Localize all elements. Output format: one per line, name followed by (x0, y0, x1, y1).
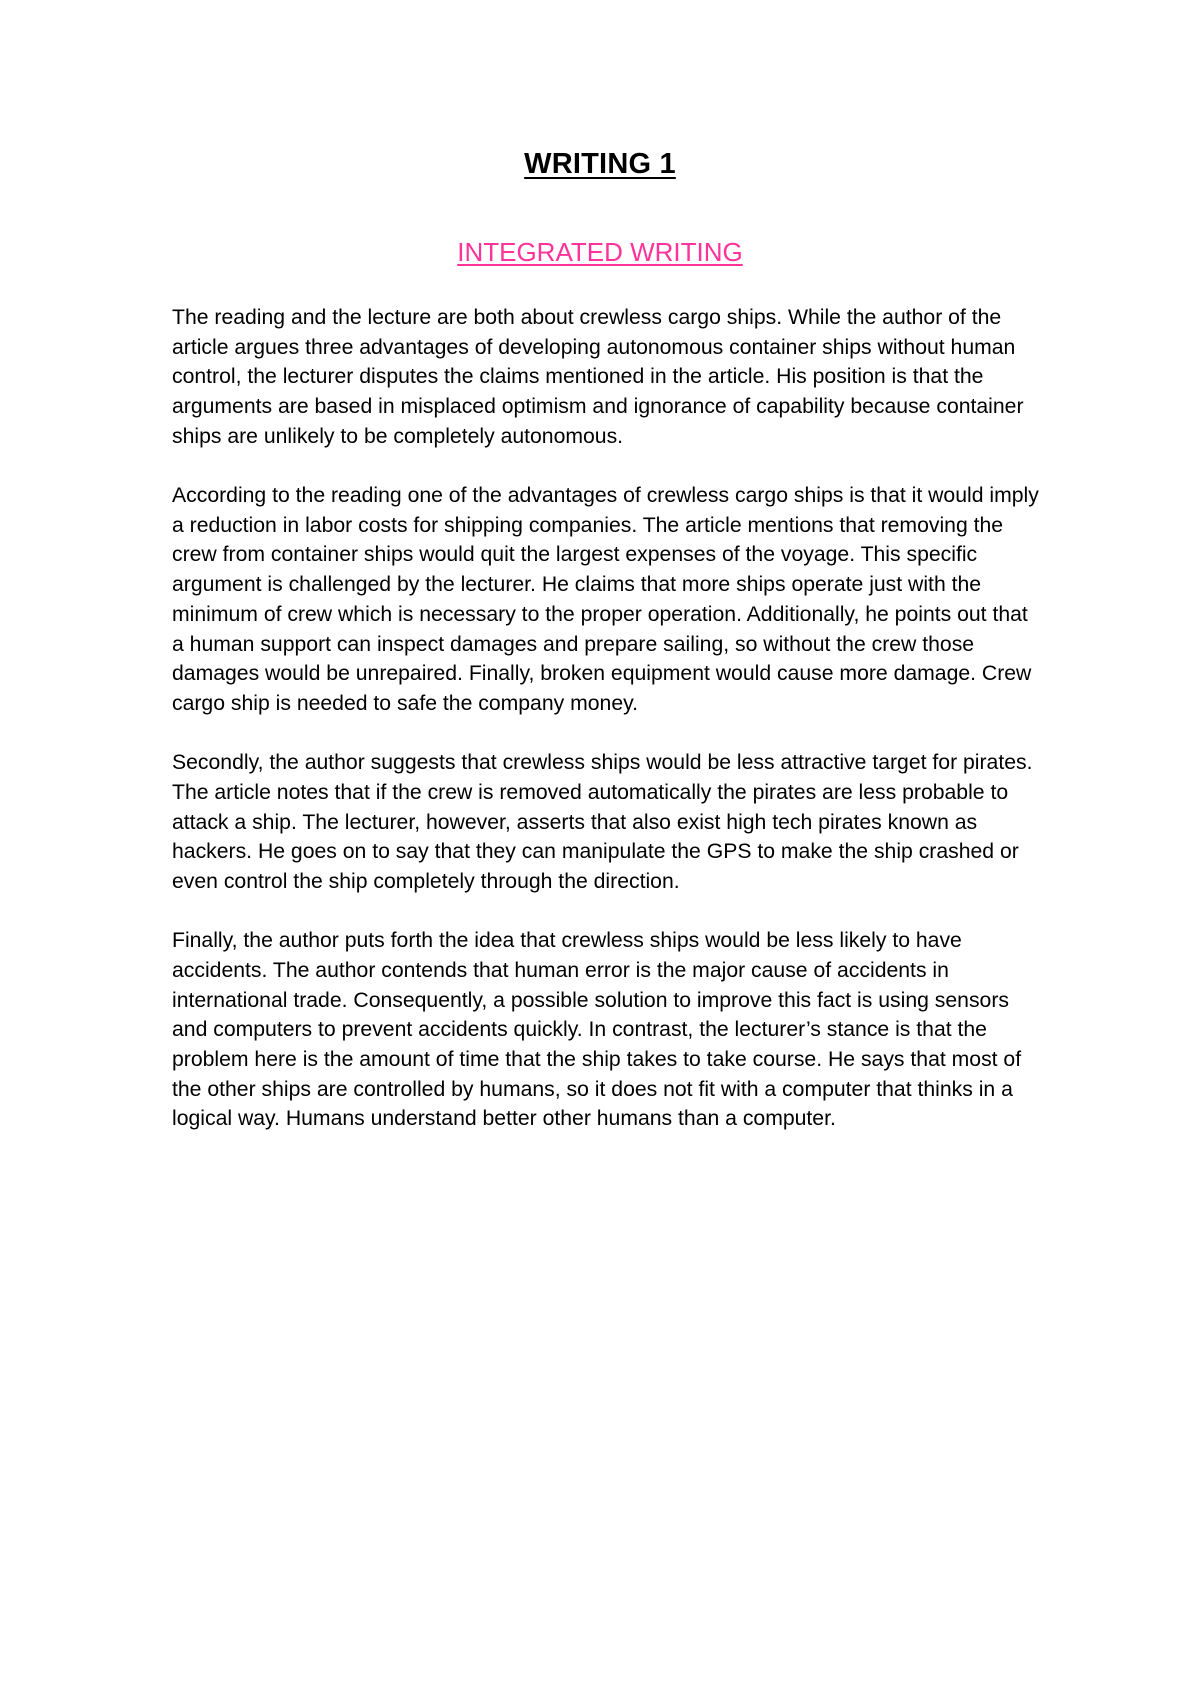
paragraph-pirates: Secondly, the author suggests that crewless ships would be less attractive target for pirates. The article notes that if the crew is removed automatically the pirates are less probable to attack a ship. The lecturer, however, asserts that also exist high tech pirates known as hackers. He goes on to say that they can manipulate the GPS to make the ship crashed or even control the ship completely through the direction. (172, 751, 1033, 893)
document-body (172, 303, 1040, 1164)
document-subtitle: INTEGRATED WRITING (457, 237, 743, 267)
paragraph-intro: The reading and the lecture are both about crewless cargo ships. While the author of the article argues three advantages of developing autonomous container ships without human control, the lecturer disputes the claims mentioned in the article. His position is that the arguments are based in misplaced optimism and ignorance of capability because container ships are unlikely to be completely autonomous. (172, 306, 1024, 448)
document-title: WRITING 1 (524, 148, 676, 180)
paragraph-accidents: Finally, the author puts forth the idea that crewless ships would be less likely to have accidents. The author contends that human error is the major cause of accidents in international trade. Consequently, a possible solution to improve this fact is using sensors and computers to prevent accidents quickly. In contrast, the lecturer’s stance is that the problem here is the amount of time that the ship takes to take course. He says that most of the other ships are controlled by humans, so it does not fit with a computer that thinks in a logical way. Humans understand better other humans than a computer. (172, 929, 1022, 1131)
paragraph-labor-costs: According to the reading one of the advantages of crewless cargo ships is that it would imply a reduction in labor costs for shipping companies. The article mentions that removing the crew from container ships would quit the largest expenses of the voyage. This specific argument is challenged by the lecturer. He claims that more ships operate just with the minimum of crew which is necessary to the proper operation. Additionally, he points out that a human support can inspect damages and prepare sailing, so without the crew those damages would be unrepaired. Finally, broken equipment would cause more damage. Crew cargo ship is needed to safe the company money. (172, 484, 1039, 715)
